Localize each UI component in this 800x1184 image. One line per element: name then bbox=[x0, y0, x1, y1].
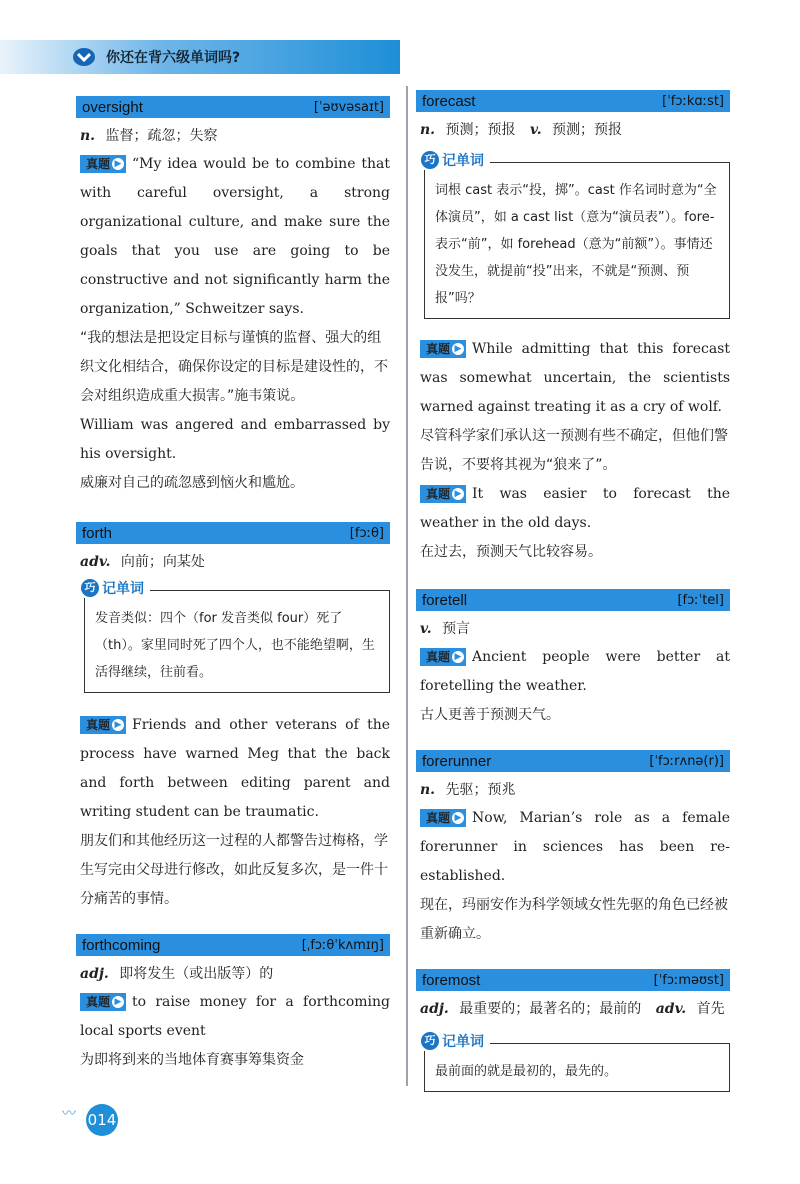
right-column bbox=[416, 90, 730, 1102]
memo-title: 巧 记单词 bbox=[421, 1031, 490, 1051]
example-en: 真题 ▶ “My idea would be to combine that with careful oversight, a strong organizational culture, and make sure the goals that you use are going to be constructive and not significantly harm the organization,” Schweitzer says. bbox=[80, 156, 390, 317]
meaning: 预测；预报 bbox=[445, 122, 516, 138]
example-en: 真题 ▶ to raise money for a forthcoming local sports event bbox=[80, 994, 390, 1039]
memo-text: 发音类似：四个（for 发音类似 four）死了（th）。家里同时死了四个人，也不能绝望啊，生活得继续，往前看。 bbox=[95, 611, 375, 680]
memo-icon: 巧 bbox=[81, 579, 99, 597]
exam-tag: 真题 ▶ bbox=[420, 485, 466, 503]
memo-icon: 巧 bbox=[421, 151, 439, 169]
meaning: 预言 bbox=[442, 621, 471, 637]
phonetic: [ˈfɔːməʊst] bbox=[653, 972, 724, 988]
example-en: William was angered and embarrassed by his oversight. bbox=[80, 417, 390, 462]
bird-decoration-icon: 〰 bbox=[62, 1106, 76, 1122]
word-bar bbox=[416, 90, 730, 112]
meaning-2: 首先 bbox=[696, 1001, 725, 1017]
memo-icon: 巧 bbox=[421, 1032, 439, 1050]
example-en: 真题 ▶ Ancient people were better at foretelling the weather. bbox=[420, 649, 730, 694]
word-bar bbox=[416, 969, 730, 991]
entry-foremost bbox=[416, 969, 730, 1092]
headword: oversight bbox=[82, 98, 143, 116]
part-of-speech: adj. bbox=[80, 966, 109, 982]
play-arrow-icon: ▶ bbox=[112, 719, 124, 731]
exam-tag: 真题 ▶ bbox=[420, 340, 466, 358]
entry-foretell bbox=[416, 589, 730, 730]
exam-tag: 真题 ▶ bbox=[80, 993, 126, 1011]
example-cn: 现在，玛丽安作为科学领域女性先驱的角色已经被重新确立。 bbox=[420, 897, 728, 942]
part-of-speech: v. bbox=[420, 621, 432, 637]
part-of-speech: n. bbox=[420, 782, 436, 798]
example-en: 真题 ▶ Friends and other veterans of the process have warned Meg that the back and forth between editing parent and writing student can be traumatic. bbox=[80, 717, 390, 820]
meaning: 最重要的；最著名的；最前的 bbox=[459, 1001, 642, 1017]
example-cn: 威廉对自己的疏忽感到恼火和尴尬。 bbox=[80, 475, 304, 491]
definition bbox=[420, 619, 730, 639]
play-arrow-icon: ▶ bbox=[112, 996, 124, 1008]
phonetic: [ˈəʊvəsaɪt] bbox=[313, 99, 384, 115]
memo-title: 巧 记单词 bbox=[81, 578, 150, 598]
memo-box bbox=[424, 153, 730, 319]
chevron-down-icon bbox=[72, 47, 96, 67]
part-of-speech: n. bbox=[80, 128, 96, 144]
phonetic: [fɔːθ] bbox=[349, 525, 384, 541]
definition bbox=[420, 120, 730, 140]
example-en: 真题 ▶ While admitting that this forecast was somewhat uncertain, the scientists warned against treating it as a cry of wolf. bbox=[420, 341, 730, 415]
definition bbox=[80, 964, 390, 984]
phonetic: [ˈfɔːkɑːst] bbox=[662, 93, 724, 109]
example-cn: 尽管科学家们承认这一预测有些不确定，但他们警告说，不要将其视为“狼来了”。 bbox=[420, 428, 728, 473]
word-bar bbox=[76, 96, 390, 118]
play-arrow-icon: ▶ bbox=[452, 651, 464, 663]
example-cn: 古人更善于预测天气。 bbox=[420, 707, 560, 723]
definition bbox=[420, 999, 730, 1019]
play-arrow-icon: ▶ bbox=[452, 343, 464, 355]
definition bbox=[420, 780, 730, 800]
entry-forthcoming bbox=[76, 934, 390, 1075]
memo-box bbox=[84, 581, 390, 693]
phonetic: [ˌfɔːθˈkʌmɪŋ] bbox=[301, 937, 384, 953]
part-of-speech-2: v. bbox=[529, 122, 542, 138]
example-en: 真题 ▶ It was easier to forecast the weather in the old days. bbox=[420, 486, 730, 531]
page-number: 014 bbox=[86, 1104, 118, 1136]
headword: forecast bbox=[422, 92, 476, 110]
meaning: 即将发生（或出版等）的 bbox=[119, 966, 274, 982]
play-arrow-icon: ▶ bbox=[112, 158, 124, 170]
entry-forerunner bbox=[416, 750, 730, 949]
part-of-speech-2: adv. bbox=[655, 1001, 687, 1017]
part-of-speech: n. bbox=[420, 122, 436, 138]
memo-text: 词根 cast 表示“投，掷”。cast 作名词时意为“全体演员”，如 a cast list（意为“演员表”）。fore- 表示“前”，如 forehead（意为“前额”）。事情还没发生，就提前“投”出来，不就是“预测、预报”吗？ bbox=[435, 183, 717, 306]
header-title: 你还在背六级单词吗? bbox=[106, 50, 241, 66]
example-cn: 为即将到来的当地体育赛事筹集资金 bbox=[80, 1052, 304, 1068]
phonetic: [ˈfɔːrʌnə(r)] bbox=[649, 753, 724, 769]
entry-oversight bbox=[76, 96, 390, 498]
definition bbox=[80, 552, 390, 572]
headword: forthcoming bbox=[82, 936, 161, 954]
header-banner bbox=[0, 40, 400, 74]
part-of-speech: adv. bbox=[80, 554, 111, 570]
headword: forerunner bbox=[422, 752, 492, 770]
exam-tag: 真题 ▶ bbox=[420, 648, 466, 666]
phonetic: [fɔːˈtel] bbox=[677, 592, 724, 608]
example-cn: 在过去，预测天气比较容易。 bbox=[420, 544, 602, 560]
memo-text: 最前面的就是最初的，最先的。 bbox=[435, 1064, 618, 1079]
memo-title: 巧 记单词 bbox=[421, 150, 490, 170]
meaning: 向前；向某处 bbox=[120, 554, 205, 570]
example-en: 真题 ▶ Now, Marian’s role as a female forerunner in sciences has been re-established. bbox=[420, 810, 730, 884]
word-bar bbox=[76, 934, 390, 956]
word-bar bbox=[76, 522, 390, 544]
exam-tag: 真题 ▶ bbox=[420, 809, 466, 827]
column-divider bbox=[406, 86, 408, 1086]
entry-forth bbox=[76, 522, 390, 914]
headword: forth bbox=[82, 524, 113, 542]
left-column bbox=[76, 90, 390, 1075]
memo-box bbox=[424, 1034, 730, 1092]
word-bar bbox=[416, 589, 730, 611]
word-bar bbox=[416, 750, 730, 772]
entry-forecast bbox=[416, 90, 730, 567]
part-of-speech: adj. bbox=[420, 1001, 449, 1017]
headword: foretell bbox=[422, 591, 468, 609]
meaning-2: 预测；预报 bbox=[552, 122, 623, 138]
meaning: 先驱；预兆 bbox=[445, 782, 516, 798]
headword: foremost bbox=[422, 971, 481, 989]
example-cn: 朋友们和其他经历这一过程的人都警告过梅格，学生写完由父母进行修改，如此反复多次，是一件十分痛苦的事情。 bbox=[80, 833, 388, 907]
example-cn: “我的想法是把设定目标与谨慎的监督、强大的组织文化相结合，确保你设定的目标是建设性的，不会对组织造成重大损害。”施韦策说。 bbox=[80, 330, 388, 404]
definition bbox=[80, 126, 390, 146]
meaning: 监督；疏忽；失察 bbox=[105, 128, 218, 144]
exam-tag: 真题 ▶ bbox=[80, 716, 126, 734]
play-arrow-icon: ▶ bbox=[452, 812, 464, 824]
exam-tag: 真题 ▶ bbox=[80, 155, 126, 173]
play-arrow-icon: ▶ bbox=[452, 488, 464, 500]
